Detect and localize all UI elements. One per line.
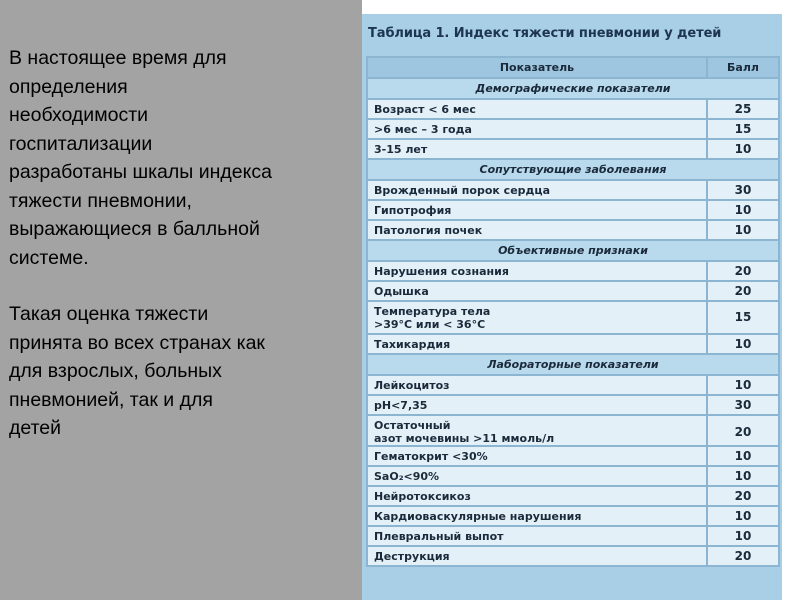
- paragraph-gap: [9, 272, 369, 300]
- table-row: [367, 99, 779, 119]
- section-title: Демографические показатели: [367, 78, 779, 99]
- row-indicator: Нейротоксикоз: [367, 486, 707, 506]
- table-row: [367, 220, 779, 240]
- row-score: 15: [707, 301, 779, 334]
- row-score: 15: [707, 119, 779, 139]
- table-title: Таблица 1. Индекс тяжести пневмонии у детей: [368, 26, 722, 41]
- section-row-laboratory: [367, 354, 779, 375]
- row-indicator: Температура тела >39°C или < 36°C: [367, 301, 707, 334]
- row-score: 20: [707, 261, 779, 281]
- row-indicator: 3-15 лет: [367, 139, 707, 159]
- row-indicator: Патология почек: [367, 220, 707, 240]
- row-score: 20: [707, 546, 779, 566]
- row-indicator: Одышка: [367, 281, 707, 301]
- table-row: [367, 281, 779, 301]
- row-score: 10: [707, 526, 779, 546]
- table-row: [367, 375, 779, 395]
- row-indicator: Остаточный азот мочевины >11 ммоль/л: [367, 415, 707, 446]
- row-indicator: Деструкция: [367, 546, 707, 566]
- row-indicator: Плевральный выпот: [367, 526, 707, 546]
- table-row: [367, 526, 779, 546]
- table-row: [367, 261, 779, 281]
- severity-index-table: [366, 56, 780, 567]
- header-indicator: Показатель: [367, 57, 707, 78]
- section-row-demographics: [367, 78, 779, 99]
- table-row: [367, 446, 779, 466]
- row-score: 30: [707, 180, 779, 200]
- section-row-objective-signs: [367, 240, 779, 261]
- table-row: [367, 180, 779, 200]
- table-row: [367, 139, 779, 159]
- table-row: [367, 334, 779, 354]
- row-score: 30: [707, 395, 779, 415]
- section-title: Объективные признаки: [367, 240, 779, 261]
- table-header-row: [367, 57, 779, 78]
- row-score: 10: [707, 446, 779, 466]
- row-score: 20: [707, 486, 779, 506]
- row-indicator: Лейкоцитоз: [367, 375, 707, 395]
- table-row: [367, 486, 779, 506]
- row-indicator: SaO₂<90%: [367, 466, 707, 486]
- row-indicator: Тахикардия: [367, 334, 707, 354]
- row-score: 10: [707, 506, 779, 526]
- row-score: 10: [707, 139, 779, 159]
- header-score: Балл: [707, 57, 779, 78]
- row-score: 10: [707, 220, 779, 240]
- section-title: Сопутствующие заболевания: [367, 159, 779, 180]
- section-row-comorbidities: [367, 159, 779, 180]
- row-indicator: pH<7,35: [367, 395, 707, 415]
- row-score: 10: [707, 334, 779, 354]
- intro-text-block: [9, 44, 369, 443]
- row-indicator: Гипотрофия: [367, 200, 707, 220]
- row-indicator: Возраст < 6 мес: [367, 99, 707, 119]
- table-row: [367, 119, 779, 139]
- table-row: [367, 301, 779, 334]
- intro-paragraph-2: Такая оценка тяжести принята во всех странах как для взрослых, больных пневмонией, так и для детей: [9, 303, 265, 439]
- table-row: [367, 395, 779, 415]
- row-score: 20: [707, 281, 779, 301]
- row-score: 10: [707, 200, 779, 220]
- row-indicator: Врожденный порок сердца: [367, 180, 707, 200]
- row-score: 10: [707, 375, 779, 395]
- section-title: Лабораторные показатели: [367, 354, 779, 375]
- row-indicator: Гематокрит <30%: [367, 446, 707, 466]
- table-row: [367, 466, 779, 486]
- table-row: [367, 200, 779, 220]
- row-score: 10: [707, 466, 779, 486]
- table-row: [367, 506, 779, 526]
- row-score: 25: [707, 99, 779, 119]
- row-indicator: Кардиоваскулярные нарушения: [367, 506, 707, 526]
- severity-index-table-image: [362, 14, 782, 600]
- table-row: [367, 415, 779, 446]
- intro-paragraph-1: В настоящее время для определения необходимости госпитализации разработаны шкалы индекса тяжести пневмонии, выражающиеся в балльной системе.: [9, 47, 272, 269]
- row-score: 20: [707, 415, 779, 446]
- table-row: [367, 546, 779, 566]
- row-indicator: Нарушения сознания: [367, 261, 707, 281]
- row-indicator: >6 мес – 3 года: [367, 119, 707, 139]
